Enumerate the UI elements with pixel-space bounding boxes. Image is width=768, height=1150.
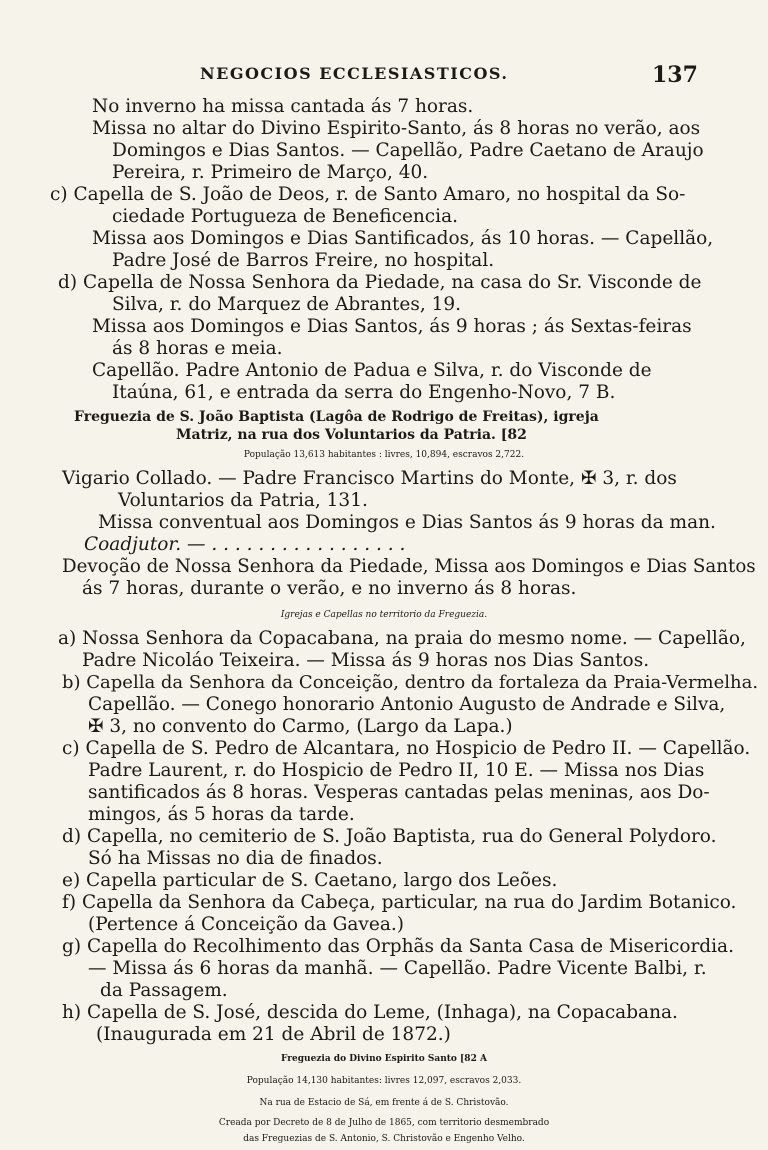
text-line: Missa aos Domingos e Dias Santificados, ás 10 horas. — Capellão, — [92, 228, 714, 249]
text-line: Missa aos Domingos e Dias Santos, ás 9 horas ; ás Sextas-feiras — [92, 316, 692, 337]
text-line: ✠ 3, no convento do Carmo, (Largo da Lapa.) — [88, 716, 513, 737]
text-line: Padre José de Barros Freire, no hospital. — [112, 250, 495, 271]
text-line: mingos, ás 5 horas da tarde. — [88, 804, 355, 825]
text-line: Missa no altar do Divino Espirito-Santo, ás 8 horas no verão, aos — [92, 118, 701, 139]
parish-heading: Freguezia do Divino Espirito Santo [82 A — [281, 1054, 487, 1064]
text-line: Devoção de Nossa Senhora da Piedade, Missa aos Domingos e Dias Santos — [62, 556, 756, 577]
text-line: ás 8 horas e meia. — [112, 338, 283, 359]
text-line: santificados ás 8 horas. Vesperas cantadas pelas meninas, aos Do- — [88, 782, 710, 803]
parish-heading: Freguezia de S. João Baptista (Lagôa de Rodrigo de Freitas), igreja — [74, 409, 599, 425]
text-line: Padre Nicoláo Teixeira. — Missa ás 9 horas nos Dias Santos. — [82, 650, 650, 671]
text-line: Capellão. Padre Antonio de Padua e Silva, r. do Visconde de — [92, 360, 652, 381]
text-line: d) Capella de Nossa Senhora da Piedade, na casa do Sr. Visconde de — [58, 272, 702, 293]
population-line: População 13,613 habitantes : livres, 10,894, escravos 2,722. — [243, 450, 525, 460]
section-subheading: Igrejas e Capellas no territorio da Freguezia. — [280, 610, 488, 620]
text-line: Padre Laurent, r. do Hospicio de Pedro II, 10 E. — Missa nos Dias — [88, 760, 705, 781]
parish-heading: Matriz, na rua dos Voluntarios da Patria. [82 — [176, 427, 527, 443]
text-line: Itaúna, 61, e entrada da serra do Engenho-Novo, 7 B. — [112, 382, 616, 403]
text-line: f) Capella da Senhora da Cabeça, particular, na rua do Jardim Botanico. — [62, 892, 737, 913]
page-number: 137 — [652, 62, 698, 88]
text-line: Vigario Collado. — Padre Francisco Martins do Monte, ✠ 3, r. dos — [62, 468, 677, 489]
text-line: Creada por Decreto de 8 de Julho de 1865, com territorio desmembrado — [218, 1118, 550, 1128]
text-line: Silva, r. do Marquez de Abrantes, 19. — [112, 294, 462, 315]
text-line: (Inaugurada em 21 de Abril de 1872.) — [96, 1024, 451, 1045]
text-line: (Pertence á Conceição da Gavea.) — [88, 914, 404, 935]
text-line: Coadjutor. — . . . . . . . . . . . . . . . . . — [84, 534, 406, 555]
text-line: c) Capella de S. Pedro de Alcantara, no Hospicio de Pedro II. — Capellão. — [62, 738, 751, 759]
text-line: Só ha Missas no dia de finados. — [88, 848, 383, 869]
text-line: d) Capella, no cemiterio de S. João Baptista, rua do General Polydoro. — [62, 826, 717, 847]
text-line: a) Nossa Senhora da Copacabana, na praia do mesmo nome. — Capellão, — [58, 628, 746, 649]
text-line: c) Capella de S. João de Deos, r. de Santo Amaro, no hospital da So- — [50, 184, 686, 205]
text-line: b) Capella da Senhora da Conceição, dentro da fortaleza da Praia-Vermelha. — [62, 672, 759, 693]
text-line: Pereira, r. Primeiro de Março, 40. — [112, 162, 429, 183]
text-line: das Freguezias de S. Antonio, S. Christovão e Engenho Velho. — [243, 1134, 525, 1144]
text-line: ciedade Portugueza de Beneficencia. — [112, 206, 458, 227]
text-line: Domingos e Dias Santos. — Capellão, Padre Caetano de Araujo — [112, 140, 704, 161]
text-line: Missa conventual aos Domingos e Dias Santos ás 9 horas da man. — [98, 512, 716, 533]
text-line: Na rua de Estacio de Sá, em frente á de S. Christovão. — [259, 1098, 509, 1108]
population-line: População 14,130 habitantes: livres 12,097, escravos 2,033. — [246, 1076, 522, 1086]
page-header — [0, 62, 768, 86]
text-line: e) Capella particular de S. Caetano, largo dos Leões. — [62, 870, 558, 891]
text-line: h) Capella de S. José, descida do Leme, (Inhaga), na Copacabana. — [62, 1002, 678, 1023]
text-line: g) Capella do Recolhimento das Orphãs da Santa Casa de Misericordia. — [62, 936, 734, 957]
text-line: Voluntarios da Patria, 131. — [118, 490, 368, 511]
text-line: ás 7 horas, durante o verão, e no inverno ás 8 horas. — [82, 578, 577, 599]
text-line: Capellão. — Conego honorario Antonio Augusto de Andrade e Silva, — [88, 694, 726, 715]
text-line: — Missa ás 6 horas da manhã. — Capellão. Padre Vicente Balbi, r. — [88, 958, 707, 979]
running-title: NEGOCIOS ECCLESIASTICOS. — [200, 64, 509, 83]
text-line: No inverno ha missa cantada ás 7 horas. — [92, 96, 474, 117]
text-line: da Passagem. — [100, 980, 228, 1001]
